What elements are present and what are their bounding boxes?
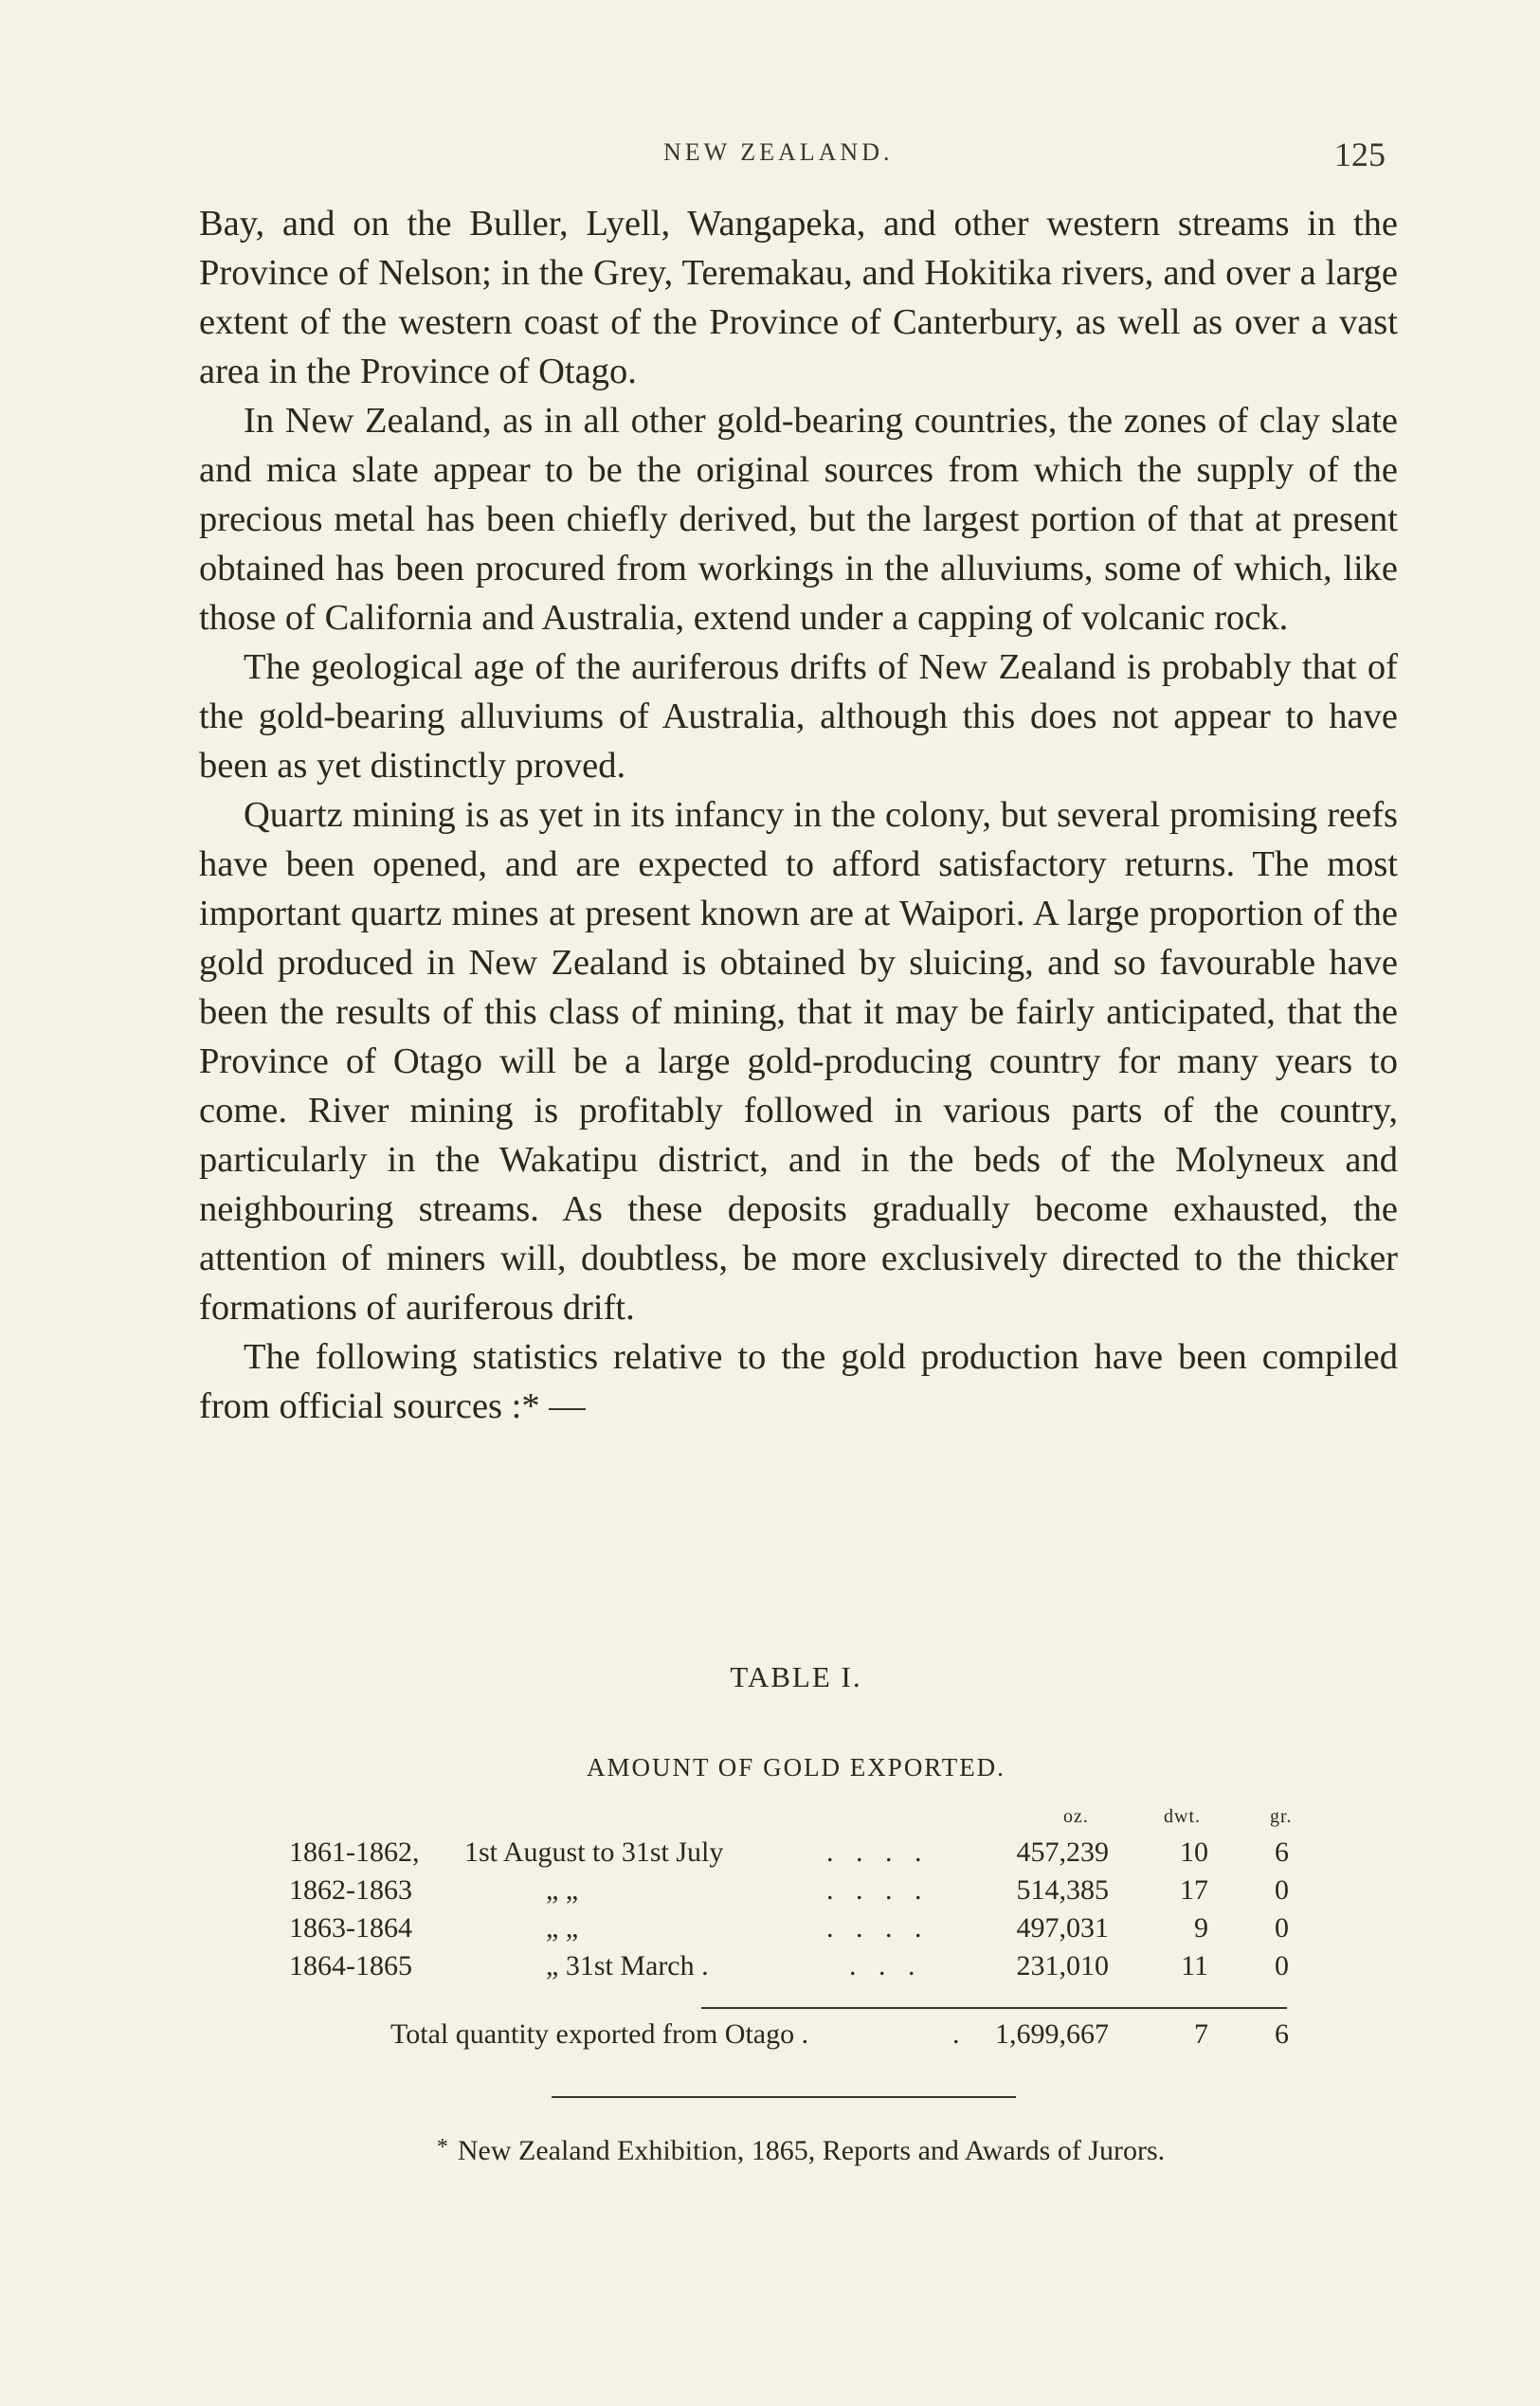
oz-cell: 231,010 bbox=[1016, 1950, 1109, 1981]
period-cell: 1861-1862, bbox=[289, 1836, 420, 1868]
column-header-gr: gr. bbox=[1270, 1806, 1293, 1827]
total-rule bbox=[701, 2007, 1287, 2009]
total-label: Total quantity exported from Otago . bbox=[390, 2018, 809, 2050]
footnote-rule bbox=[552, 2096, 1016, 2098]
total-gr-cell: 6 bbox=[1275, 2018, 1289, 2050]
leader-dots: . . . . bbox=[826, 1836, 930, 1868]
description-cell: „ „ bbox=[546, 1912, 579, 1944]
description-cell: „ „ bbox=[546, 1874, 579, 1906]
table-row bbox=[284, 1874, 1308, 1910]
paragraph: Bay, and on the Buller, Lyell, Wangapeka, and other western streams in the Province of Nelson; in the Grey, Teremakau, and Hokitika rivers, and over a large extent of the western coast of the Province of Canterbury, as well as over a vast area in the Province of Otago. bbox=[199, 204, 1398, 391]
oz-cell: 514,385 bbox=[1016, 1874, 1109, 1906]
column-header-oz: oz. bbox=[1063, 1806, 1089, 1827]
leader-dots: . . . . bbox=[826, 1912, 930, 1944]
table-row bbox=[284, 1836, 1308, 1872]
gr-cell: 6 bbox=[1275, 1836, 1289, 1868]
total-row bbox=[284, 2018, 1308, 2054]
paragraph: The geological age of the auriferous drifts of New Zealand is probably that of the gold-bearing alluviums of Australia, although this does not appear to have been as yet distinctly proved. bbox=[199, 647, 1398, 786]
leader-dots: . . . . bbox=[826, 1874, 930, 1906]
total-dwt-cell: 7 bbox=[1194, 2018, 1208, 2050]
oz-cell: 497,031 bbox=[1016, 1912, 1109, 1944]
footnote bbox=[0, 2135, 1540, 2167]
total-oz-cell: 1,699,667 bbox=[995, 2018, 1109, 2050]
column-header-dwt: dwt. bbox=[1164, 1806, 1201, 1827]
period-cell: 1863-1864 bbox=[289, 1912, 412, 1944]
gr-cell: 0 bbox=[1275, 1912, 1289, 1944]
dwt-cell: 9 bbox=[1194, 1912, 1208, 1944]
paragraph: Quartz mining is as yet in its infancy in the colony, but several promising reefs have been opened, and are expected to afford satisfactory returns. The most important quartz mines at present known are at Waipori. A large proportion of the gold produced in New Zealand is obtained by sluicing, and so favourable have been the results of this class of mining, that it may be fairly anticipated, that the Province of Otago will be a large gold-producing country for many years to come. River mining is profitably followed in various parts of the country, particularly in the Wakatipu district, and in the beds of the Molyneux and neighbouring streams. As these deposits gradually become exhausted, the attention of miners will, doubtless, be more exclusively directed to the thicker formations of auriferous drift. bbox=[199, 795, 1398, 1328]
period-cell: 1864-1865 bbox=[289, 1950, 412, 1981]
footnote-mark: * bbox=[436, 2135, 448, 2160]
running-title: NEW ZEALAND. bbox=[663, 138, 894, 166]
oz-cell: 457,239 bbox=[1016, 1836, 1109, 1868]
leader-dots: . . . bbox=[849, 1950, 923, 1981]
footnote-text: New Zealand Exhibition, 1865, Reports and Awards of Jurors. bbox=[457, 2135, 1166, 2166]
table-subtitle: AMOUNT OF GOLD EXPORTED. bbox=[587, 1753, 1006, 1782]
period-cell: 1862-1863 bbox=[289, 1874, 412, 1906]
dwt-cell: 10 bbox=[1180, 1836, 1208, 1868]
dwt-cell: 17 bbox=[1180, 1874, 1208, 1906]
gr-cell: 0 bbox=[1275, 1874, 1289, 1906]
gr-cell: 0 bbox=[1275, 1950, 1289, 1981]
table-row bbox=[284, 1950, 1308, 1986]
body-text bbox=[199, 199, 1398, 1431]
paragraph: The following statistics relative to the gold production have been compiled from official sources :* — bbox=[199, 1337, 1398, 1426]
paragraph: In New Zealand, as in all other gold-bearing countries, the zones of clay slate and mica slate appear to be the original sources from which the supply of the precious metal has been chiefly derived, but the largest portion of that at present obtained has been procured from workings in the alluviums, some of which, like those of California and Australia, extend under a capping of volcanic rock. bbox=[199, 401, 1398, 638]
table-title: TABLE I. bbox=[730, 1660, 862, 1693]
page-number: 125 bbox=[1334, 136, 1386, 173]
running-head bbox=[0, 135, 1540, 176]
description-cell: 1st August to 31st July bbox=[464, 1836, 724, 1868]
leader-dots: . bbox=[952, 2018, 960, 2050]
dwt-cell: 11 bbox=[1181, 1950, 1208, 1981]
table-row bbox=[284, 1912, 1308, 1948]
description-cell: „ 31st March . bbox=[546, 1950, 709, 1981]
